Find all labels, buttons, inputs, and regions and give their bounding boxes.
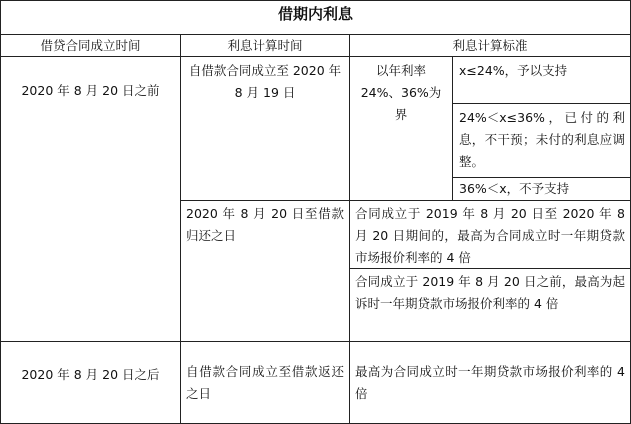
border-left [0,0,1,424]
before-period-1: 自借款合同成立至 2020 年 8 月 19 日 [188,63,342,100]
rule-contract-before-2019: 合同成立于 2019 年 8 月 20 日之前，最高为起诉时一年期贷款市场报价利率的 4 倍 [355,274,625,311]
rule-24-to-36: 24%＜x≤36%，已付的利息，不干预；未付的利息应调整。 [459,110,625,169]
col-rule-1 [180,34,181,424]
after-date-label: 2020 年 8 月 20 日之后 [21,367,160,382]
rate-threshold: 以年利率 24%、36%为界 [360,63,442,122]
before-period-2: 2020 年 8 月 20 日至借款归还之日 [186,206,344,243]
before-date-label: 2020 年 8 月 20 日之前 [21,83,160,98]
border-top [0,0,631,1]
rule-contract-2019-2020: 合同成立于 2019 年 8 月 20 日至 2020 年 8 月 20 日期间的，最高为合同成立时一年期贷款市场报价利率的 4 倍 [355,206,625,265]
rule-p1 [180,200,631,201]
after-period: 自借款合同成立至借款返还之日 [186,364,344,401]
col-rule-2 [349,34,350,424]
table-title: 借期内利息 [277,5,353,23]
header-contract-time: 借贷合同成立时间 [40,38,141,53]
after-rule: 最高为合同成立时一年期贷款市场报价利率的 4 倍 [355,364,625,401]
rule-r1 [452,103,631,104]
rule-before [0,341,631,342]
rule-above-36: 36%＜x，不予支持 [459,181,570,196]
rule-below-24: x≤24%，予以支持 [459,63,568,78]
header-calc-time: 利息计算时间 [227,38,303,53]
rule-title [0,34,631,35]
col-rule-3 [452,56,453,200]
header-calc-standard: 利息计算标准 [452,38,528,53]
rule-header [0,56,631,57]
